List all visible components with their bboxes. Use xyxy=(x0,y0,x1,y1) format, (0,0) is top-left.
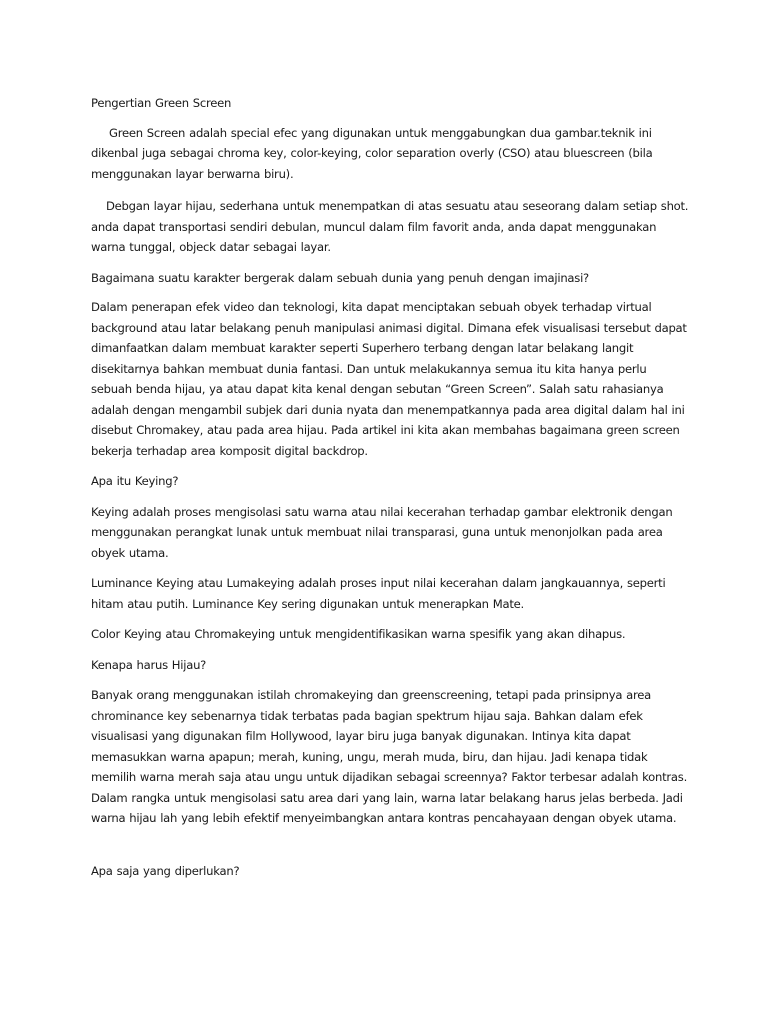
paragraph-video-effects: Dalam penerapan efek video dan teknologi, kita dapat menciptakan sebuah obyek terhadap virtual background atau latar belakang penuh manipulasi animasi digital. Dimana efek visualisasi tersebut dapat dimanfaatkan dalam membuat karakter seperti Superhero terbang dengan latar belakang langit disekitarnya bahkan membuat dunia fantasi. Dan untuk melakukannya semua itu kita hanya perlu sebuah benda hijau, ya atau dapat kita kenal dengan sebutan “Green Screen”. Salah satu rahasianya adalah dengan mengambil subjek dari dunia nyata dan menempatkannya pada area digital dalam hal ini disebut Chromakey, atau pada area hijau. Pada artikel ini kita akan membahas bagaimana green screen bekerja terhadap area komposit digital backdrop. xyxy=(91,300,687,458)
heading-why-green: Kenapa harus Hijau? xyxy=(91,657,207,672)
paragraph-green-layer: Debgan layar hijau, sederhana untuk menempatkan di atas sesuatu atau seseorang dalam setiap shot. anda dapat transportasi sendiri debulan, muncul dalam film favorit anda, anda dapat menggunakan warna tunggal, objeck datar sebagai layar. xyxy=(91,199,689,254)
paragraph-luminance-keying: Luminance Keying atau Lumakeying adalah proses input nilai kecerahan dalam jangkauannya, seperti hitam atau putih. Luminance Key sering digunakan untuk menerapkan Mate. xyxy=(91,576,666,611)
paragraph-color-keying: Color Keying atau Chromakeying untuk mengidentifikasikan warna spesifik yang akan dihapus. xyxy=(91,627,626,641)
heading-what-is-keying: Apa itu Keying? xyxy=(91,474,179,488)
paragraph-keying-definition: Keying adalah proses mengisolasi satu warna atau nilai kecerahan terhadap gambar elektronik dengan menggunakan perangkat lunak untuk membuat nilai transparasi, guna untuk menonjolkan pada area obyek utama. xyxy=(91,504,673,560)
heading-what-is-needed: Apa saja yang diperlukan? xyxy=(91,863,240,878)
heading-character-question: Bagaimana suatu karakter bergerak dalam sebuah dunia yang penuh dengan imajinasi? xyxy=(91,270,589,285)
paragraph-why-green: Banyak orang menggunakan istilah chromakeying dan greenscreening, tetapi pada prinsipnya area chrominance key sebenarnya tidak terbatas pada bagian spektrum hijau saja. Bahkan dalam efek visualisasi yang digunakan film Hollywood, layar biru juga banyak digunakan. Intinya kita dapat memasukkan warna apapun; merah, kuning, ungu, merah muda, biru, dan hijau. Jadi kenapa tidak memilih warna merah saja atau ungu untuk dijadikan sebagai screennya? Faktor terbesar adalah kontras. Dalam rangka untuk mengisolasi satu area dari yang lain, warna latar belakang harus jelas berbeda. Jadi warna hijau lah yang lebih efektif menyeimbangkan antara kontras pencahayaan dengan obyek utama. xyxy=(91,688,688,825)
document-body xyxy=(91,93,691,881)
paragraph-intro: Green Screen adalah special efec yang digunakan untuk menggabungkan dua gambar.teknik ini dikenbal juga sebagai chroma key, color-keying, color separation overly (CSO) atau bluescreen (bila menggunakan layar berwarna biru). xyxy=(91,125,653,181)
page-title: Pengertian Green Screen xyxy=(91,96,232,110)
